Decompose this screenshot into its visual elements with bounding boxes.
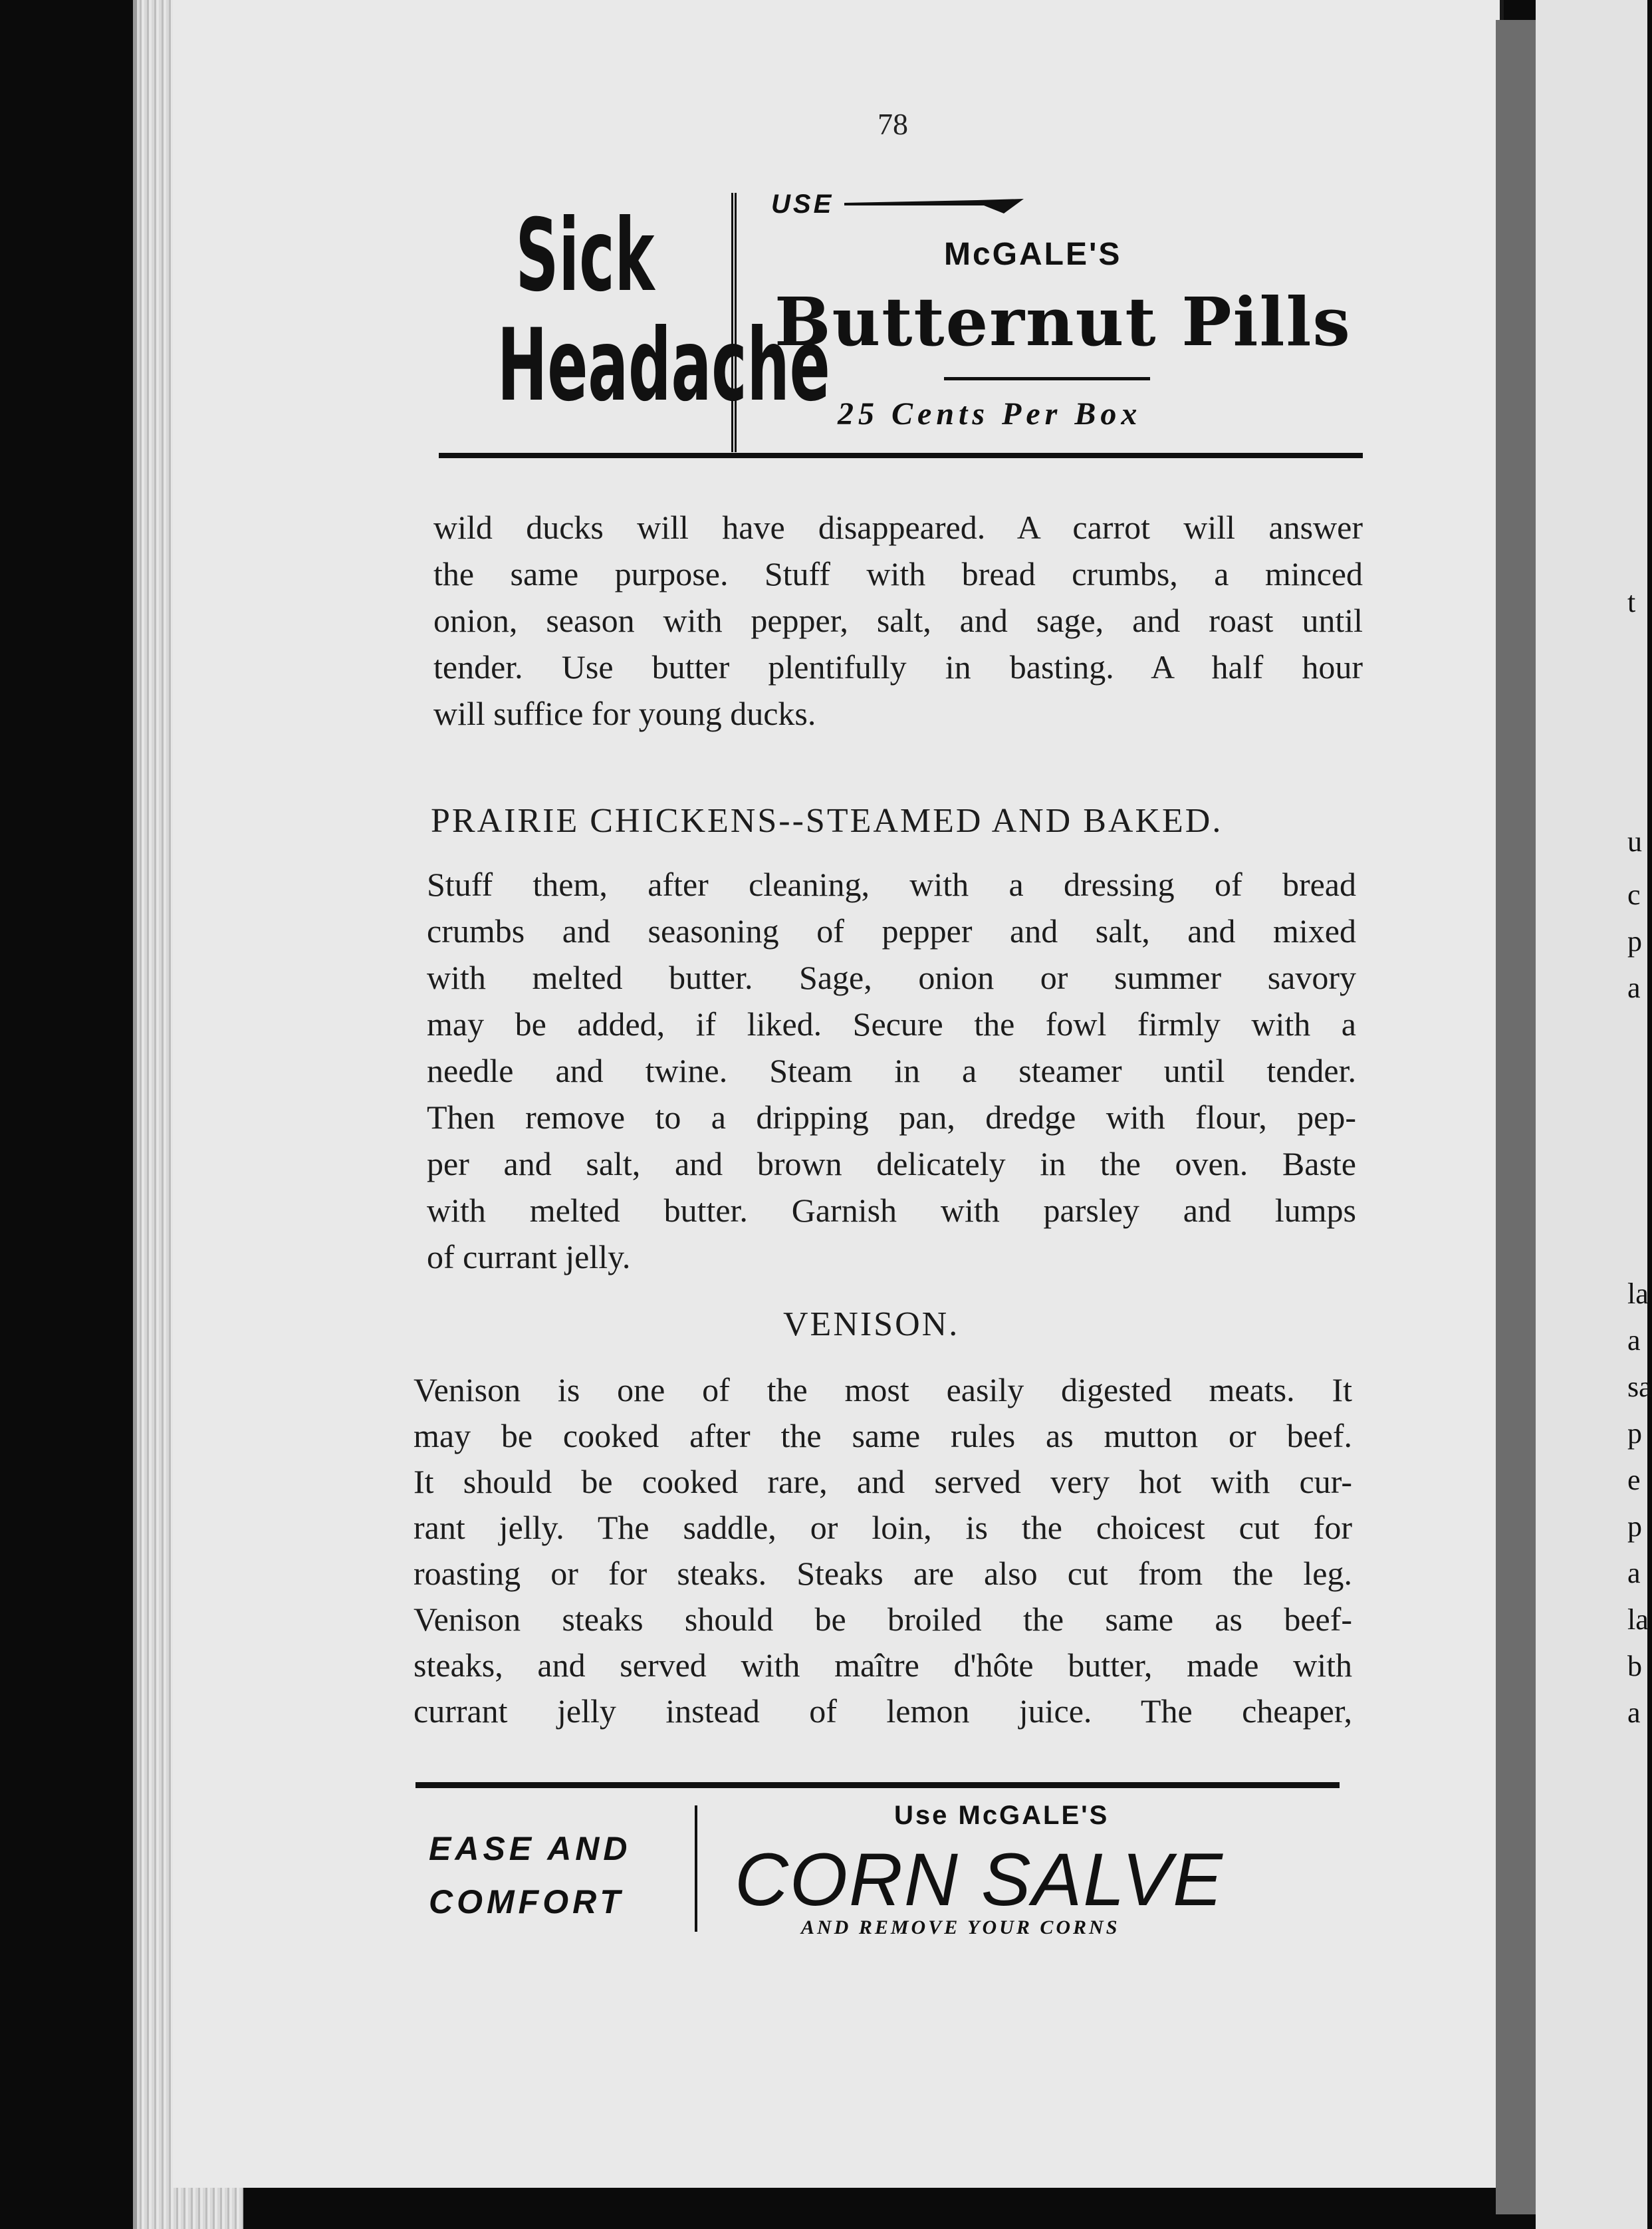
ad-brand: McGALE'S <box>944 237 1122 272</box>
text-line: roasting or for steaks. Steaks are also cut from the leg. <box>413 1555 1352 1592</box>
ad-vertical-divider <box>731 193 737 452</box>
facing-page-fragment: la <box>1627 1603 1649 1636</box>
facing-page-fragment: a <box>1627 1696 1641 1729</box>
text-line: with melted butter. Garnish with parsley and lumps <box>427 1192 1356 1229</box>
text-line: needle and twine. Steam in a steamer until tender. <box>427 1052 1356 1089</box>
butternut-pills-advertisement <box>439 190 1363 456</box>
facing-page-fragment: u <box>1627 825 1642 858</box>
text-line: the same purpose. Stuff with bread crumbs, a minced <box>433 555 1363 592</box>
facing-page-fragment: c <box>1627 878 1641 911</box>
ad-product-name: CORN SALVE <box>735 1838 1224 1921</box>
ad-use-brand: Use McGALE'S <box>894 1801 1110 1830</box>
text-line: currant jelly instead of lemon juice. The cheaper, <box>413 1692 1352 1730</box>
ad-price: 25 Cents Per Box <box>838 396 1142 432</box>
text-line: may be cooked after the same rules as mutton or beef. <box>413 1417 1352 1454</box>
arrow-icon <box>844 199 1024 213</box>
text-line: of currant jelly. <box>427 1238 631 1275</box>
ad-product-name: Butternut Pills <box>774 283 1352 361</box>
ad-left-slogan-line1: EASE AND <box>429 1830 632 1867</box>
facing-page-fragment: a <box>1627 1557 1641 1589</box>
corn-salve-advertisement <box>415 1782 1340 1938</box>
facing-page-fragment: a <box>1627 1324 1641 1357</box>
text-line: may be added, if liked. Secure the fowl firmly with a <box>427 1005 1356 1043</box>
text-line: Venison is one of the most easily digested meats. It <box>413 1371 1352 1408</box>
gutter-shadow <box>1496 20 1536 2214</box>
facing-page-edge <box>1536 0 1652 2229</box>
text-line: tender. Use butter plentifully in basting. A half hour <box>433 648 1363 686</box>
section-heading-prairie-chickens: PRAIRIE CHICKENS--STEAMED AND BAKED. <box>431 802 1223 840</box>
section-heading-venison: VENISON. <box>783 1305 960 1343</box>
text-line: rant jelly. The saddle, or loin, is the choicest cut for <box>413 1509 1352 1546</box>
text-line: onion, season with pepper, salt, and sage, and roast until <box>433 602 1363 639</box>
ad-bottom-rule <box>439 453 1363 458</box>
text-line: steaks, and served with maître d'hôte butter, made with <box>413 1646 1352 1684</box>
text-line: wild ducks will have disappeared. A carrot will answer <box>433 509 1363 546</box>
facing-page-fragment: b <box>1627 1650 1642 1682</box>
facing-page-fragment: t <box>1627 586 1636 618</box>
facing-page-fragment: p <box>1627 1417 1642 1450</box>
ad-headline-line2: Headache <box>497 308 830 424</box>
text-line: per and salt, and brown delicately in the oven. Baste <box>427 1145 1356 1182</box>
page-number: 78 <box>878 107 908 141</box>
text-line: with melted butter. Sage, onion or summer savory <box>427 959 1356 996</box>
text-line: Then remove to a dripping pan, dredge with flour, pep- <box>427 1099 1356 1136</box>
text-line: Venison steaks should be broiled the same as beef- <box>413 1601 1352 1638</box>
ad-use-label: USE <box>771 190 834 219</box>
facing-page-fragment: a <box>1627 972 1641 1004</box>
facing-page-fragment: p <box>1627 925 1642 958</box>
ad-top-rule <box>415 1782 1340 1788</box>
text-line: Stuff them, after cleaning, with a dressing of bread <box>427 866 1356 903</box>
text-line: It should be cooked rare, and served very hot with cur- <box>413 1463 1352 1500</box>
facing-page-fragment: e <box>1627 1464 1641 1496</box>
ad-left-slogan-line2: COMFORT <box>429 1883 624 1920</box>
ad-small-rule <box>944 377 1150 380</box>
text-line: will suffice for young ducks. <box>433 695 816 732</box>
text-line: crumbs and seasoning of pepper and salt, and mixed <box>427 912 1356 950</box>
ad-tagline: AND REMOVE YOUR CORNS <box>801 1916 1120 1938</box>
ad-left-slogan <box>429 1822 632 1928</box>
ad-vertical-divider <box>695 1805 697 1932</box>
ad-headline-line1: Sick <box>515 198 655 314</box>
facing-page-fragment: p <box>1627 1510 1642 1543</box>
facing-page-fragment: la <box>1627 1277 1649 1310</box>
facing-page-fragment: sa <box>1627 1371 1652 1403</box>
